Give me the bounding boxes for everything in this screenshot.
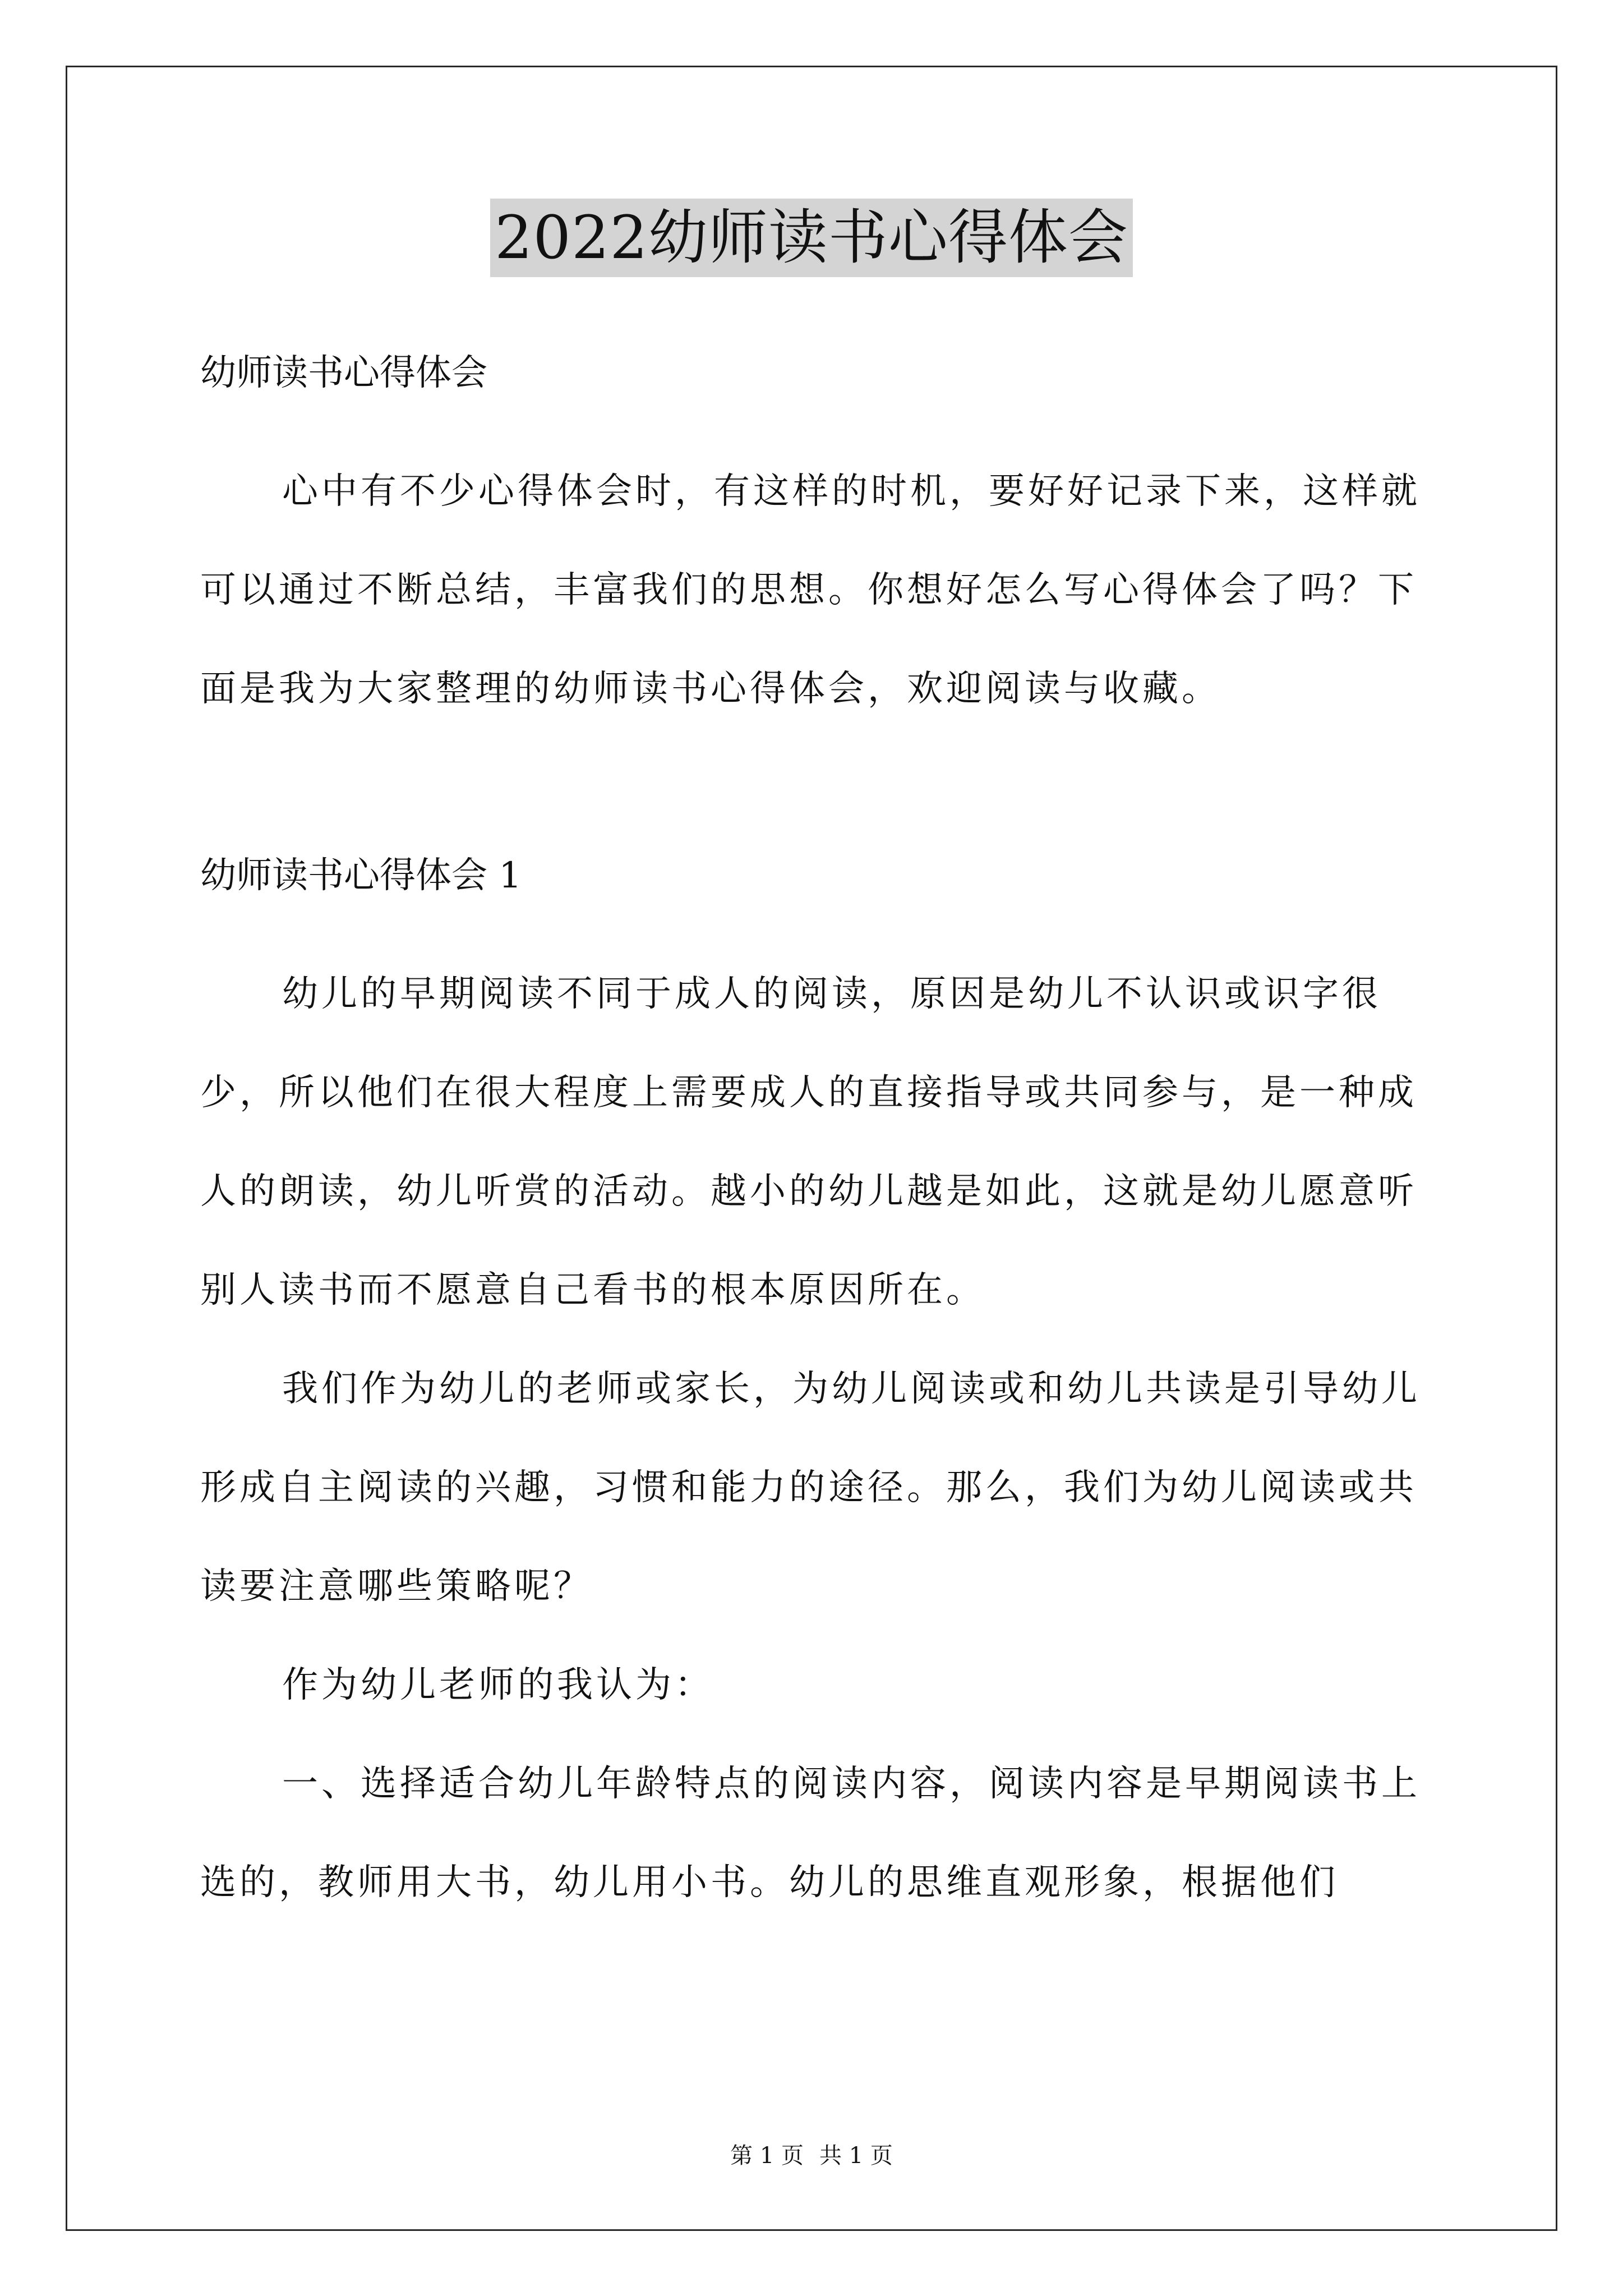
page-number: 第 1 页 bbox=[730, 2143, 804, 2169]
title-wrap bbox=[0, 199, 1623, 277]
body-paragraph: 一、选择适合幼儿年龄特点的阅读内容，阅读内容是早期阅读书上选的，教师用大书，幼儿用小书。幼儿的思维直观形象，根据他们 bbox=[200, 1763, 1421, 1903]
body-paragraph: 作为幼儿老师的我认为： bbox=[282, 1664, 714, 1706]
subtitle: 幼师读书心得体会 bbox=[200, 352, 487, 394]
intro-paragraph: 心中有不少心得体会时，有这样的时机，要好好记录下来，这样就可以通过不断总结，丰富我们的思想。你想好怎么写心得体会了吗？下面是我为大家整理的幼师读书心得体会，欢迎阅读与收藏。 bbox=[200, 471, 1421, 710]
spacer bbox=[200, 738, 1434, 845]
body-paragraph: 我们作为幼儿的老师或家长，为幼儿阅读或和幼儿共读是引导幼儿形成自主阅读的兴趣，习惯和能力的途径。那么，我们为幼儿阅读或共读要注意哪些策略呢？ bbox=[200, 1368, 1421, 1607]
body-paragraph: 幼儿的早期阅读不同于成人的阅读，原因是幼儿不认识或识字很少，所以他们在很大程度上需要成人的直接指导或共同参与，是一种成人的朗读，幼儿听赏的活动。越小的幼儿越是如此，这就是幼儿愿意听别人读书而不愿意自己看书的根本原因所在。 bbox=[200, 973, 1417, 1311]
document-body bbox=[200, 342, 1434, 1932]
document-title: 2022幼师读书心得体会 bbox=[490, 199, 1133, 277]
page-total: 共 1 页 bbox=[819, 2143, 893, 2169]
section-heading: 幼师读书心得体会 1 bbox=[200, 855, 522, 896]
page-footer bbox=[0, 2142, 1623, 2170]
spacer bbox=[200, 907, 1434, 945]
spacer bbox=[200, 404, 1434, 442]
